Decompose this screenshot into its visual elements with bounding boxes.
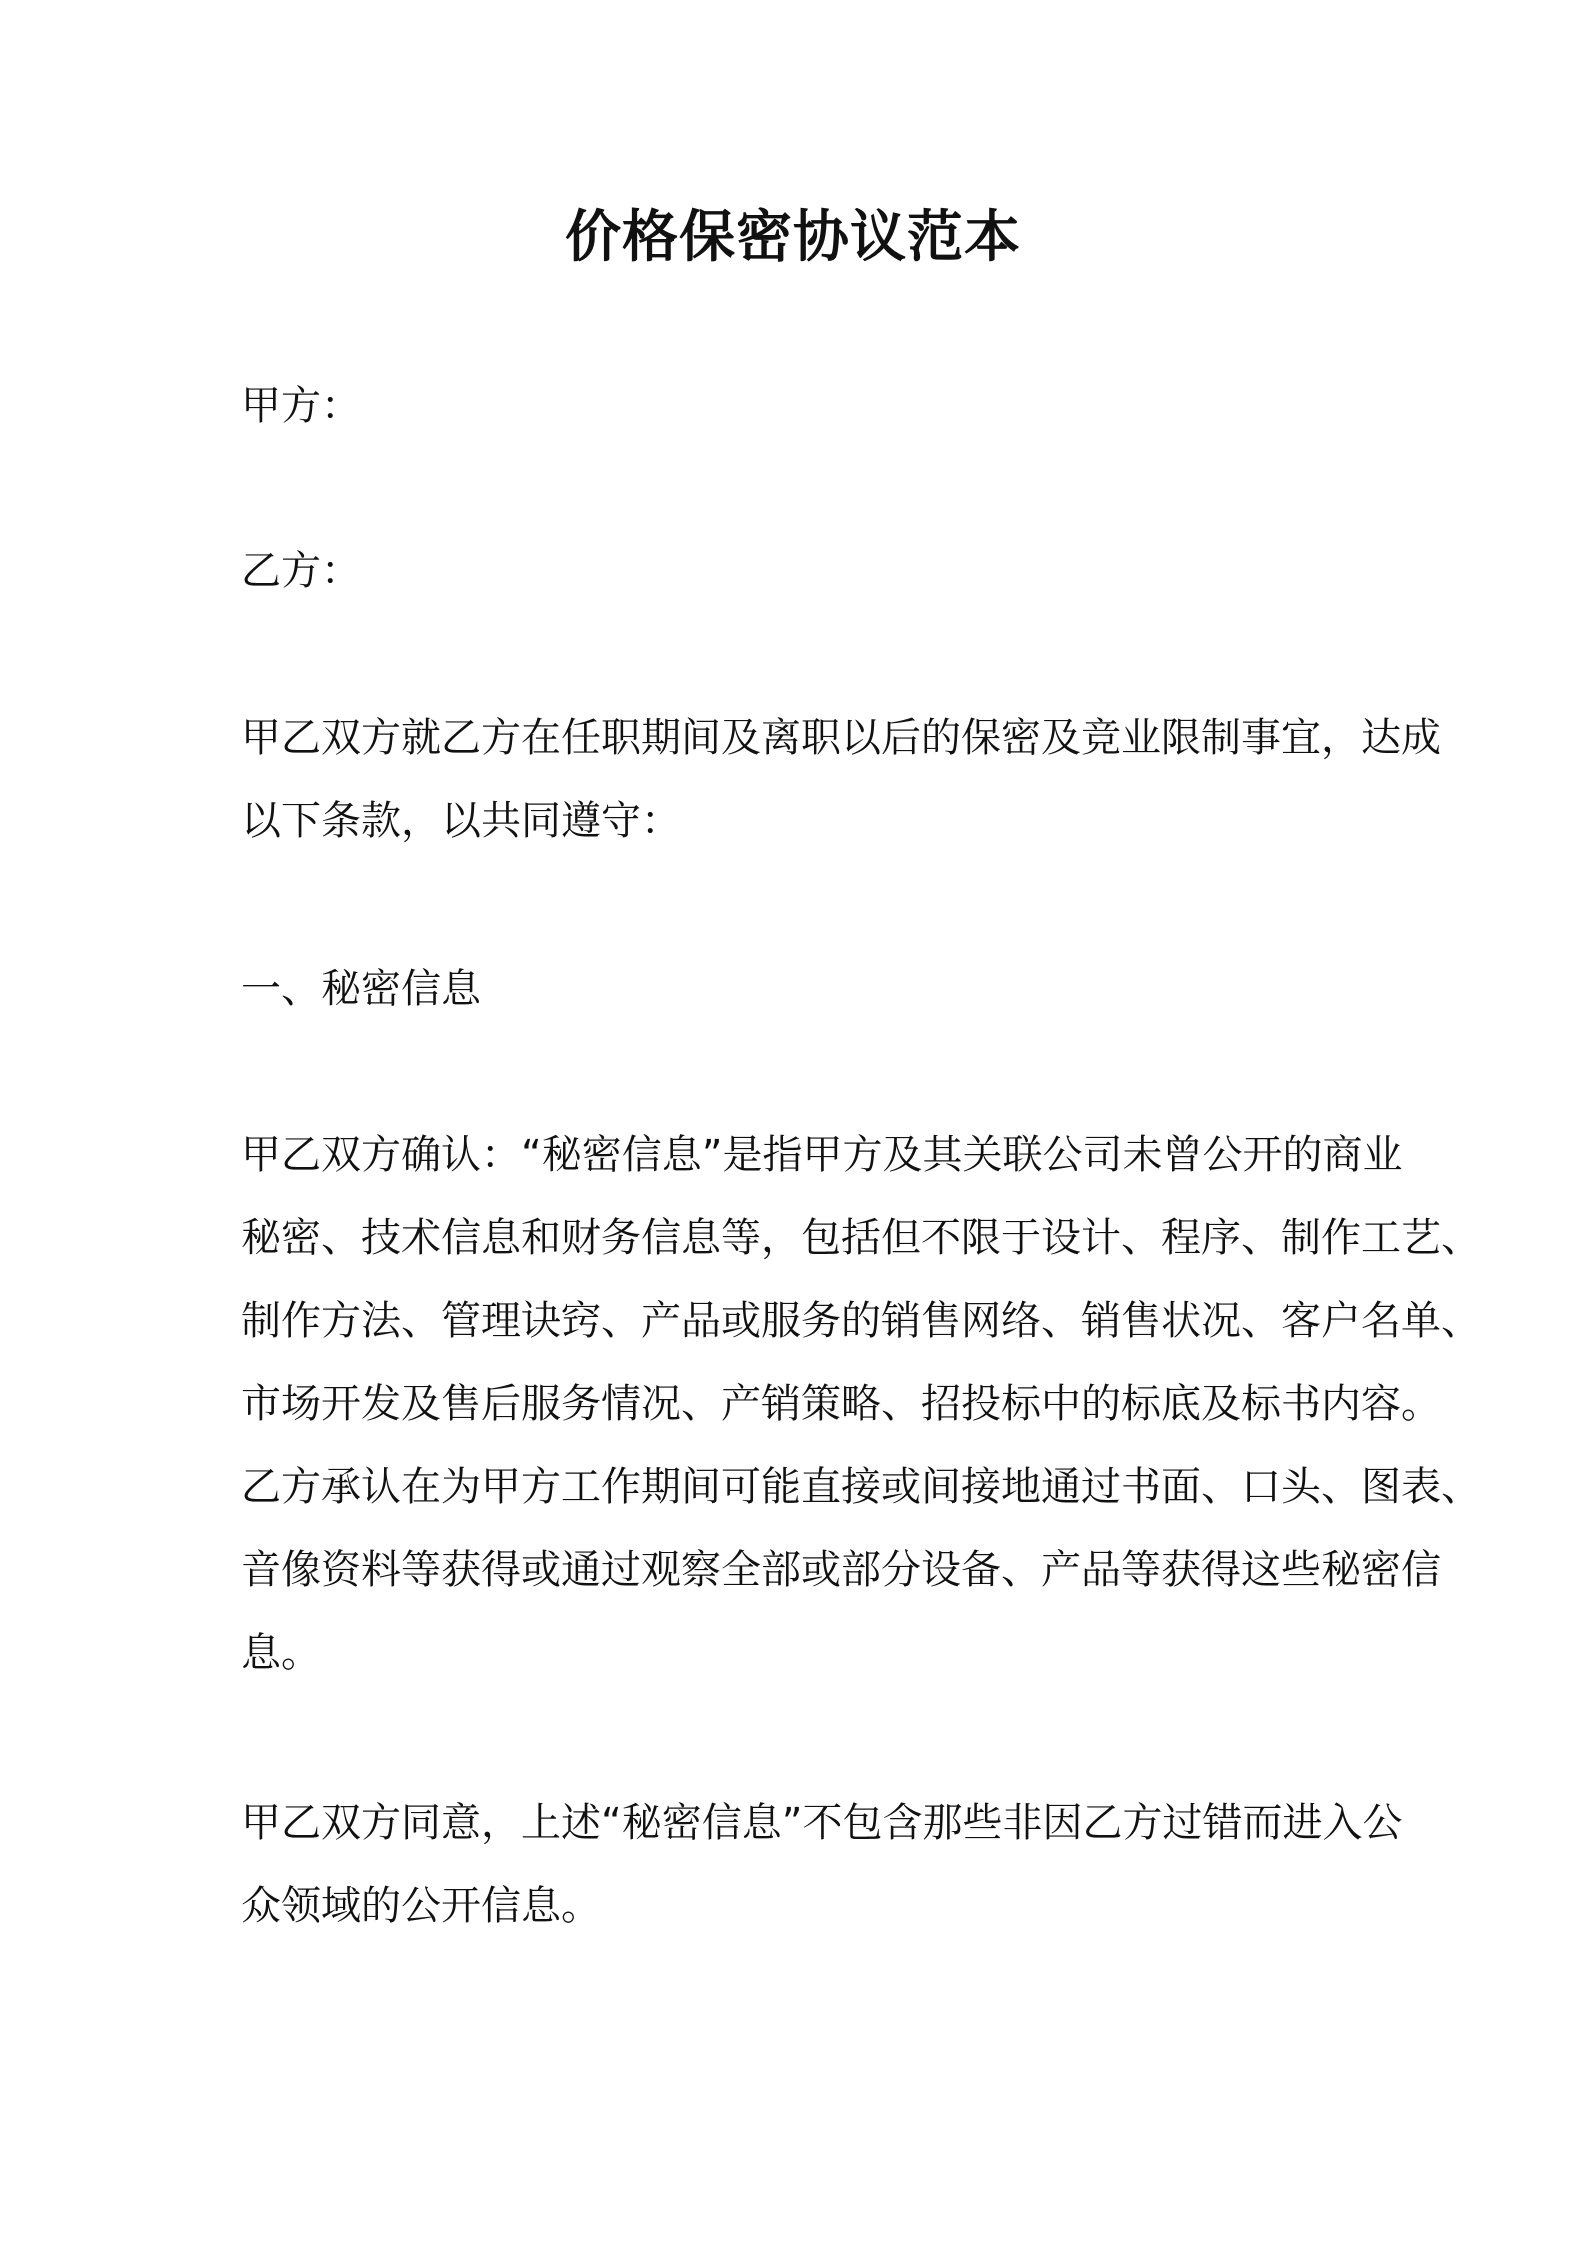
section-heading bbox=[241, 948, 1361, 1031]
section-heading-text: 一、秘密信息 bbox=[241, 966, 481, 1012]
paragraph-line: 息。 bbox=[241, 1630, 321, 1676]
paragraph-line: 音像资料等获得或通过观察全部或部分设备、产品等获得这些秘密信 bbox=[241, 1547, 1441, 1593]
intro-paragraph bbox=[241, 697, 1441, 863]
party-b-label bbox=[241, 530, 1361, 613]
public-info-exclusion-paragraph bbox=[241, 1782, 1403, 1948]
paragraph-line: 甲乙双方确认：“秘密信息”是指甲方及其关联公司未曾公开的商业 bbox=[241, 1132, 1403, 1178]
intro-line: 以下条款，以共同遵守： bbox=[241, 798, 681, 844]
paragraph-line: 众领域的公开信息。 bbox=[241, 1883, 601, 1929]
paragraph-line: 甲乙双方同意，上述“秘密信息”不包含那些非因乙方过错而进入公 bbox=[241, 1800, 1403, 1846]
party-a-label bbox=[241, 365, 1361, 448]
party-b-text: 乙方： bbox=[241, 548, 361, 594]
paragraph-line: 市场开发及售后服务情况、产销策略、招投标中的标底及标书内容。 bbox=[241, 1381, 1441, 1427]
paragraph-line: 制作方法、管理诀窍、产品或服务的销售网络、销售状况、客户名单、 bbox=[241, 1298, 1481, 1344]
party-a-text: 甲方： bbox=[241, 383, 361, 429]
confidential-info-definition-paragraph bbox=[241, 1114, 1481, 1695]
intro-line: 甲乙双方就乙方在任职期间及离职以后的保密及竞业限制事宜，达成 bbox=[241, 715, 1441, 761]
document-title: 价格保密协议范本 bbox=[565, 205, 1021, 270]
paragraph-line: 秘密、技术信息和财务信息等，包括但不限于设计、程序、制作工艺、 bbox=[241, 1215, 1481, 1261]
paragraph-line: 乙方承认在为甲方工作期间可能直接或间接地通过书面、口头、图表、 bbox=[241, 1464, 1481, 1510]
